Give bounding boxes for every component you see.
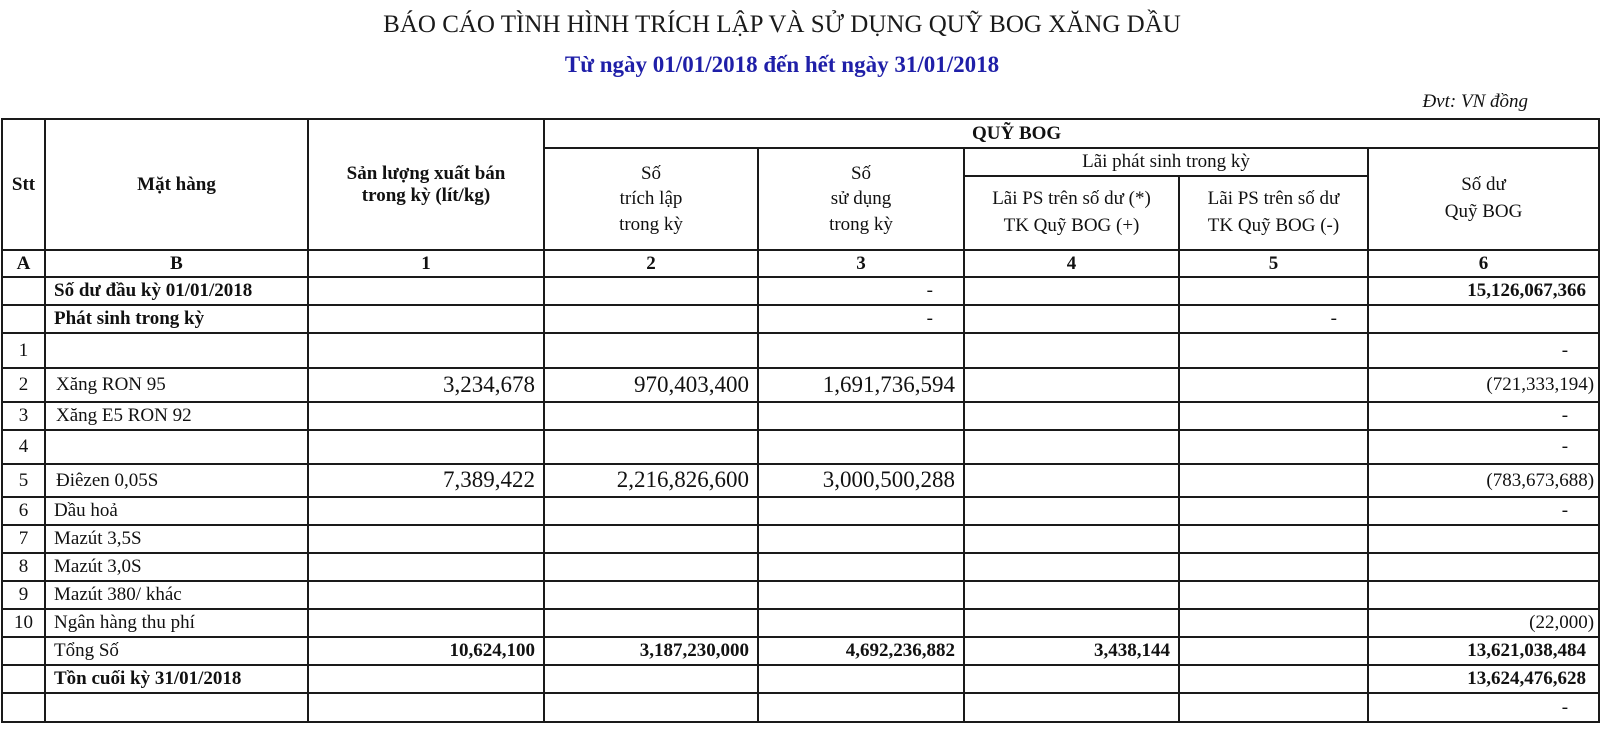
- allocated-cell: [544, 693, 758, 722]
- interest-plus-cell: [964, 368, 1179, 402]
- item-cell: Ngân hàng thu phí: [45, 609, 308, 637]
- header-item: [45, 119, 308, 250]
- volume-cell: [308, 402, 544, 430]
- interest-minus-cell: [1179, 464, 1368, 497]
- header-balance-line2: Quỹ BOG: [1444, 201, 1523, 222]
- header-allocated-line2: trích lập: [619, 188, 683, 210]
- stt-cell: 9: [2, 581, 45, 609]
- report-title: BÁO CÁO TÌNH HÌNH TRÍCH LẬP VÀ SỬ DỤNG QUỸ BOG XĂNG DẦU: [383, 11, 1181, 38]
- stt-cell: 5: [2, 464, 45, 497]
- header-item-label: Mặt hàng: [137, 173, 216, 195]
- header-allocated-line1: Số: [640, 162, 662, 184]
- used-cell: [758, 525, 964, 553]
- header-fund-group: QUỸ BOG: [544, 119, 1599, 148]
- volume-cell: [308, 277, 544, 305]
- interest-minus-cell: [1179, 333, 1368, 368]
- interest-minus-cell: [1179, 693, 1368, 722]
- allocated-cell: [544, 609, 758, 637]
- allocated-cell: [544, 581, 758, 609]
- closing-balance-row: [2, 665, 1599, 693]
- volume-cell: [308, 430, 544, 464]
- used-cell: [758, 665, 964, 693]
- balance-cell: 13,624,476,628: [1368, 665, 1599, 693]
- volume-cell: [308, 497, 544, 525]
- header-balance: [1368, 148, 1599, 250]
- product-row: [2, 430, 1599, 464]
- stt-cell: [2, 277, 45, 305]
- used-cell: [758, 693, 964, 722]
- interest-minus-cell: [1179, 581, 1368, 609]
- item-cell: Xăng E5 RON 92: [45, 402, 308, 430]
- used-cell: [758, 497, 964, 525]
- balance-cell: [1368, 553, 1599, 581]
- bog-fund-table: [1, 118, 1600, 723]
- stt-cell: 6: [2, 497, 45, 525]
- used-cell: 3,000,500,288: [758, 464, 964, 497]
- header-allocated: [544, 148, 758, 250]
- product-row: [2, 333, 1599, 368]
- allocated-cell: [544, 665, 758, 693]
- interest-plus-cell: [964, 402, 1179, 430]
- volume-cell: [308, 525, 544, 553]
- column-code-row: [2, 250, 1599, 277]
- header-interest-minus-line1: Lãi PS trên số dư: [1207, 188, 1340, 210]
- interest-minus-cell: [1179, 525, 1368, 553]
- balance-cell: (783,673,688): [1368, 464, 1599, 497]
- item-cell: Số dư đầu kỳ 01/01/2018: [45, 277, 308, 305]
- used-cell: -: [758, 305, 964, 333]
- product-row: [2, 553, 1599, 581]
- currency-unit: Đvt: VN đồng: [1422, 91, 1528, 112]
- header-volume: [308, 119, 544, 250]
- blank-row: [2, 693, 1599, 722]
- header-interest-plus: [964, 176, 1179, 250]
- interest-minus-cell: [1179, 368, 1368, 402]
- interest-minus-cell: -: [1179, 305, 1368, 333]
- stt-cell: 4: [2, 430, 45, 464]
- allocated-cell: [544, 525, 758, 553]
- stt-cell: [2, 693, 45, 722]
- product-row: [2, 368, 1599, 402]
- interest-plus-cell: [964, 277, 1179, 305]
- column-code: A: [2, 250, 45, 277]
- header-interest-group: Lãi phát sinh trong kỳ: [964, 148, 1368, 176]
- item-cell: Mazút 3,5S: [45, 525, 308, 553]
- interest-minus-cell: [1179, 277, 1368, 305]
- stt-cell: 10: [2, 609, 45, 637]
- interest-plus-cell: [964, 609, 1179, 637]
- item-cell: Mazút 3,0S: [45, 553, 308, 581]
- allocated-cell: [544, 305, 758, 333]
- interest-plus-cell: [964, 553, 1179, 581]
- total-row: [2, 637, 1599, 665]
- product-row: [2, 525, 1599, 553]
- header-stt: Stt: [2, 119, 45, 250]
- volume-cell: [308, 553, 544, 581]
- balance-cell: 13,621,038,484: [1368, 637, 1599, 665]
- interest-plus-cell: [964, 581, 1179, 609]
- header-interest-plus-line1: Lãi PS trên số dư (*): [992, 188, 1151, 210]
- stt-cell: 8: [2, 553, 45, 581]
- item-cell: [45, 430, 308, 464]
- volume-cell: [308, 665, 544, 693]
- stt-cell: [2, 637, 45, 665]
- balance-cell: -: [1368, 497, 1599, 525]
- header-interest-minus-line2: TK Quỹ BOG (-): [1207, 215, 1340, 236]
- volume-cell: 3,234,678: [308, 368, 544, 402]
- used-cell: [758, 402, 964, 430]
- interest-minus-cell: [1179, 497, 1368, 525]
- balance-cell: -: [1368, 430, 1599, 464]
- allocated-cell: 2,216,826,600: [544, 464, 758, 497]
- used-cell: [758, 581, 964, 609]
- header-used: [758, 148, 964, 250]
- interest-minus-cell: [1179, 637, 1368, 665]
- period-activity-row: [2, 305, 1599, 333]
- stt-cell: 1: [2, 333, 45, 368]
- used-cell: [758, 333, 964, 368]
- balance-cell: (22,000): [1368, 609, 1599, 637]
- volume-cell: 10,624,100: [308, 637, 544, 665]
- interest-plus-cell: [964, 305, 1179, 333]
- header-interest-minus: [1179, 176, 1368, 250]
- interest-minus-cell: [1179, 430, 1368, 464]
- header-volume-line2: trong kỳ (lít/kg): [361, 184, 491, 206]
- used-cell: [758, 553, 964, 581]
- item-cell: Mazút 380/ khác: [45, 581, 308, 609]
- volume-cell: [308, 581, 544, 609]
- interest-minus-cell: [1179, 609, 1368, 637]
- header-used-line2: sử dụng: [830, 188, 892, 210]
- opening-balance-row: [2, 277, 1599, 305]
- interest-plus-cell: [964, 525, 1179, 553]
- column-code: 1: [308, 250, 544, 277]
- report-period: Từ ngày 01/01/2018 đến hết ngày 31/01/2018: [564, 52, 1000, 77]
- balance-cell: -: [1368, 693, 1599, 722]
- stt-cell: 7: [2, 525, 45, 553]
- stt-cell: [2, 305, 45, 333]
- item-cell: [45, 333, 308, 368]
- stt-cell: [2, 665, 45, 693]
- volume-cell: [308, 305, 544, 333]
- balance-cell: [1368, 525, 1599, 553]
- balance-cell: -: [1368, 402, 1599, 430]
- allocated-cell: 970,403,400: [544, 368, 758, 402]
- column-code: B: [45, 250, 308, 277]
- used-cell: [758, 609, 964, 637]
- balance-cell: (721,333,194): [1368, 368, 1599, 402]
- volume-cell: [308, 609, 544, 637]
- interest-minus-cell: [1179, 553, 1368, 581]
- header-balance-line1: Số dư: [1461, 174, 1506, 196]
- item-cell: Dầu hoả: [45, 497, 308, 525]
- balance-cell: 15,126,067,366: [1368, 277, 1599, 305]
- allocated-cell: [544, 277, 758, 305]
- column-code: 2: [544, 250, 758, 277]
- balance-cell: [1368, 581, 1599, 609]
- allocated-cell: [544, 430, 758, 464]
- volume-cell: [308, 333, 544, 368]
- used-cell: -: [758, 277, 964, 305]
- balance-cell: [1368, 305, 1599, 333]
- interest-plus-cell: [964, 464, 1179, 497]
- item-cell: Tổng Số: [45, 637, 308, 665]
- interest-plus-cell: [964, 665, 1179, 693]
- used-cell: 4,692,236,882: [758, 637, 964, 665]
- stt-cell: 2: [2, 368, 45, 402]
- interest-minus-cell: [1179, 665, 1368, 693]
- product-row: [2, 497, 1599, 525]
- used-cell: 1,691,736,594: [758, 368, 964, 402]
- interest-plus-cell: [964, 497, 1179, 525]
- header-volume-line1: Sản lượng xuất bán: [346, 162, 506, 184]
- used-cell: [758, 430, 964, 464]
- product-row: [2, 464, 1599, 497]
- interest-plus-cell: [964, 693, 1179, 722]
- interest-plus-cell: [964, 333, 1179, 368]
- column-code: 4: [964, 250, 1179, 277]
- column-code: 6: [1368, 250, 1599, 277]
- item-cell: Tồn cuối kỳ 31/01/2018: [45, 665, 308, 693]
- allocated-cell: [544, 402, 758, 430]
- interest-plus-cell: 3,438,144: [964, 637, 1179, 665]
- balance-cell: -: [1368, 333, 1599, 368]
- product-row: [2, 402, 1599, 430]
- item-cell: Phát sinh trong kỳ: [45, 305, 308, 333]
- item-cell: Xăng RON 95: [45, 368, 308, 402]
- column-code: 3: [758, 250, 964, 277]
- product-row: [2, 581, 1599, 609]
- header-used-line3: trong kỳ: [829, 213, 893, 235]
- allocated-cell: 3,187,230,000: [544, 637, 758, 665]
- product-row: [2, 609, 1599, 637]
- header-used-line1: Số: [850, 162, 872, 184]
- allocated-cell: [544, 497, 758, 525]
- item-cell: Điêzen 0,05S: [45, 464, 308, 497]
- stt-cell: 3: [2, 402, 45, 430]
- allocated-cell: [544, 333, 758, 368]
- volume-cell: [308, 693, 544, 722]
- interest-minus-cell: [1179, 402, 1368, 430]
- item-cell: [45, 693, 308, 722]
- allocated-cell: [544, 553, 758, 581]
- header-allocated-line3: trong kỳ: [619, 213, 683, 235]
- volume-cell: 7,389,422: [308, 464, 544, 497]
- interest-plus-cell: [964, 430, 1179, 464]
- header-interest-plus-line2: TK Quỹ BOG (+): [1003, 215, 1140, 236]
- column-code: 5: [1179, 250, 1368, 277]
